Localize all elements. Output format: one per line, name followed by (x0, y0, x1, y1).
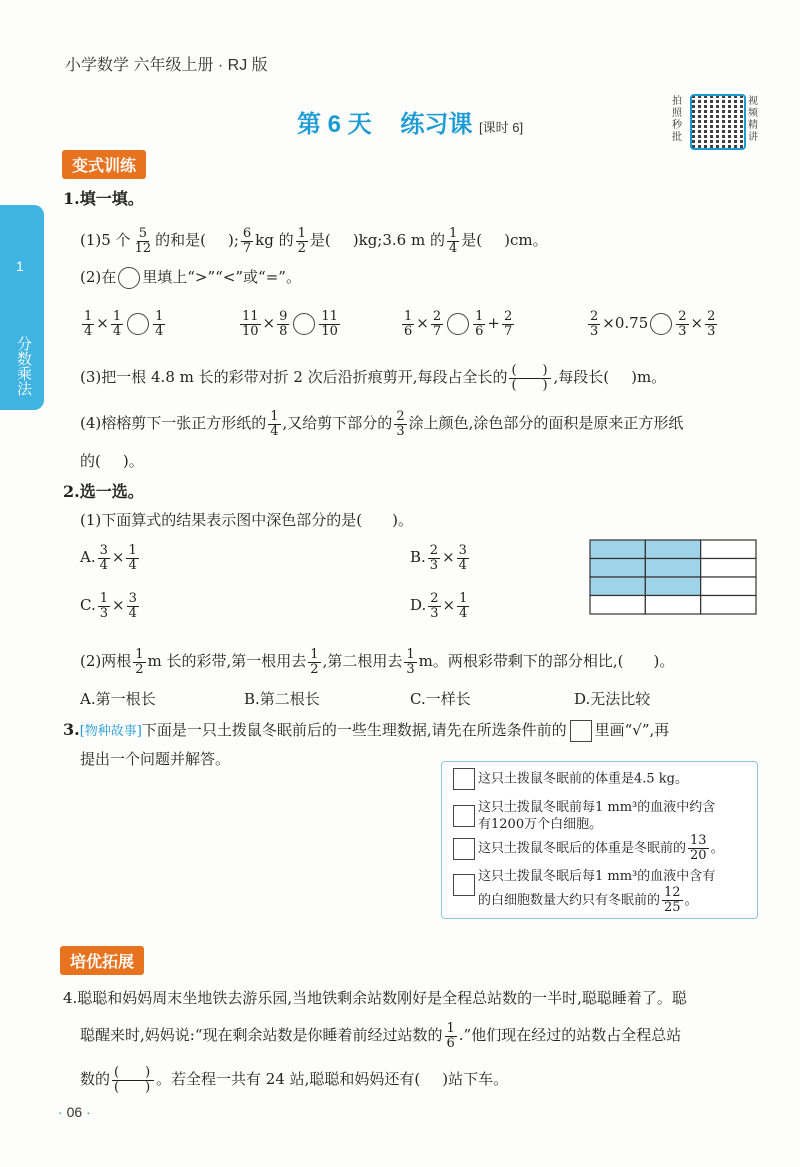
q2-choice-c[interactable]: C.一样长 (410, 690, 471, 708)
qr-code-icon[interactable] (690, 94, 746, 150)
grid-cell (701, 577, 756, 596)
section-extension: 培优拓展 (60, 946, 144, 975)
grid-cell-shaded (590, 577, 645, 596)
q3-option-1[interactable]: 这只土拨鼠冬眠前的体重是4.5 kg。 (450, 768, 688, 790)
q2-choice-d[interactable]: D.无法比较 (574, 690, 651, 708)
q2-part2: (2)两根 $\frac{1}{2}$ m 长的彩带,第一根用去 $\frac{1}{2}$ ,第二根用去 $\frac{1}{3}$ m。两根彩带剩下的部分相比,( )。 (80, 646, 675, 677)
q2-option-d[interactable]: D. $\frac{2}{3}$ × $\frac{1}{4}$ (410, 590, 468, 621)
q1-comparison-1: $\frac{1}{4}$ × $\frac{1}{4}$ $\frac{1}{4}$ (84, 308, 164, 339)
q3-tag: [物种故事] (79, 724, 142, 739)
q2-choice-a[interactable]: A.第一根长 (80, 690, 156, 708)
checkbox-example-icon (570, 720, 592, 742)
day-label: 第 6 天 (297, 111, 372, 138)
lesson-title: 练习课 (400, 111, 473, 138)
q1-part2: (2)在 里填上“>”“<”或“=”。 (80, 262, 301, 292)
answer-circle[interactable] (293, 313, 315, 335)
q3-prompt: 3.[物种故事]下面是一只土拨鼠冬眠前后的一些生理数据,请先在所选条件前的 里画“√”,再 (63, 715, 669, 747)
q2-title: 2.选一选。 (63, 482, 144, 501)
grid-cell-shaded (645, 559, 700, 578)
q2-option-b[interactable]: B. $\frac{2}{3}$ × $\frac{3}{4}$ (410, 542, 467, 573)
section-practice: 变式训练 (62, 150, 146, 179)
q1-title: 1.填一填。 (63, 189, 144, 208)
q1-part3: (3)把一根 4.8 m 长的彩带对折 2 次后沿折痕剪开,每段占全长的 $\frac{( )}{( )}$ ,每段长( )m。 (80, 362, 667, 393)
q2-part1: (1)下面算式的结果表示图中深色部分的是( )。 (80, 511, 413, 529)
q2-option-a[interactable]: A. $\frac{3}{4}$ × $\frac{1}{4}$ (80, 542, 137, 573)
qr-block[interactable] (672, 92, 758, 152)
lesson-number: [课时 6] (479, 120, 524, 135)
q1-comparison-3: $\frac{1}{6}$ × $\frac{2}{7}$ $\frac{1}{6}$ + $\frac{2}{7}$ (404, 308, 513, 339)
q3-option-2[interactable]: 这只土拨鼠冬眠前每1 mm³的血液中约含 有1200万个白细胞。 (450, 799, 715, 833)
q1-part1: (1)5 个 $\frac{5}{12}$ 的和是( ); $\frac{6}{7}$ kg 的 $\frac{1}{2}$ 是( )kg;3.6 m 的 $\frac{1}{4}$ 是( )cm。 (80, 225, 548, 256)
grid-cell (590, 596, 645, 615)
q1-comparison-2: $\frac{11}{10}$ × $\frac{9}{8}$ $\frac{11}{10}$ (242, 308, 338, 339)
chapter-number: 1 (16, 258, 24, 274)
q2-choice-b[interactable]: B.第二根长 (244, 690, 320, 708)
q4-line2: 聪醒来时,妈妈说:“现在剩余站数是你睡着前经过站数的 $\frac{1}{6}$ .”他们现在经过的站数占全程总站 (80, 1020, 682, 1051)
q1-part4: (4)榕榕剪下一张正方形纸的 $\frac{1}{4}$ ,又给剪下部分的 $\frac{2}{3}$ 涂上颜色,涂色部分的面积是原来正方形纸 (80, 408, 684, 439)
q3-checkbox[interactable] (453, 768, 475, 790)
q3-checkbox[interactable] (453, 874, 475, 896)
grid-cell-shaded (590, 559, 645, 578)
qr-right-text: 视频精讲 (748, 96, 758, 143)
q3-option-3[interactable]: 这只土拨鼠冬眠后的体重是冬眠前的 $\frac{13}{20}$ 。 (450, 834, 724, 863)
answer-circle[interactable] (127, 313, 149, 335)
grid-cell (701, 540, 756, 559)
grid-cell (701, 596, 756, 615)
q4-line1: 4.聪聪和妈妈周末坐地铁去游乐园,当地铁剩余站数刚好是全程总站数的一半时,聪聪睡着了。聪 (63, 989, 687, 1007)
q3-option-4[interactable]: 这只土拨鼠冬眠后每1 mm³的血液中含有 的白细胞数量大约只有冬眠前的 $\frac{12}{25}$ 。 (450, 868, 715, 915)
page-title (297, 104, 523, 139)
q3-checkbox[interactable] (453, 838, 475, 860)
q4-line3: 数的 $\frac{( )}{( )}$ 。若全程一共有 24 站,聪聪和妈妈还有( )站下车。 (80, 1064, 509, 1095)
grid-cell-shaded (645, 540, 700, 559)
grid-cell (645, 596, 700, 615)
qr-left-text: 拍照秒批 (672, 96, 682, 143)
q2-option-c[interactable]: C. $\frac{1}{3}$ × $\frac{3}{4}$ (80, 590, 137, 621)
shaded-grid-figure (589, 539, 757, 615)
page-number: · 06 · (58, 1104, 91, 1120)
q3-checkbox[interactable] (453, 805, 475, 827)
book-title: 小学数学 六年级上册 · RJ 版 (65, 57, 268, 74)
grid-cell-shaded (590, 540, 645, 559)
chapter-name: 分数乘法 (15, 336, 32, 396)
answer-fraction-blank[interactable]: $\frac{( )}{( )}$ (112, 1066, 154, 1095)
grid-cell-shaded (645, 577, 700, 596)
answer-circle[interactable] (447, 313, 469, 335)
grid-cell (701, 559, 756, 578)
q1-part4-cont: 的( )。 (80, 452, 144, 470)
answer-fraction-blank[interactable]: $\frac{( )}{( )}$ (509, 364, 551, 393)
q3-prompt-cont: 提出一个问题并解答。 (80, 750, 231, 768)
compare-circle-icon (118, 267, 140, 289)
answer-circle[interactable] (650, 313, 672, 335)
q1-comparison-4: $\frac{2}{3}$ ×0.75 $\frac{2}{3}$ × $\frac{2}{3}$ (590, 308, 716, 339)
